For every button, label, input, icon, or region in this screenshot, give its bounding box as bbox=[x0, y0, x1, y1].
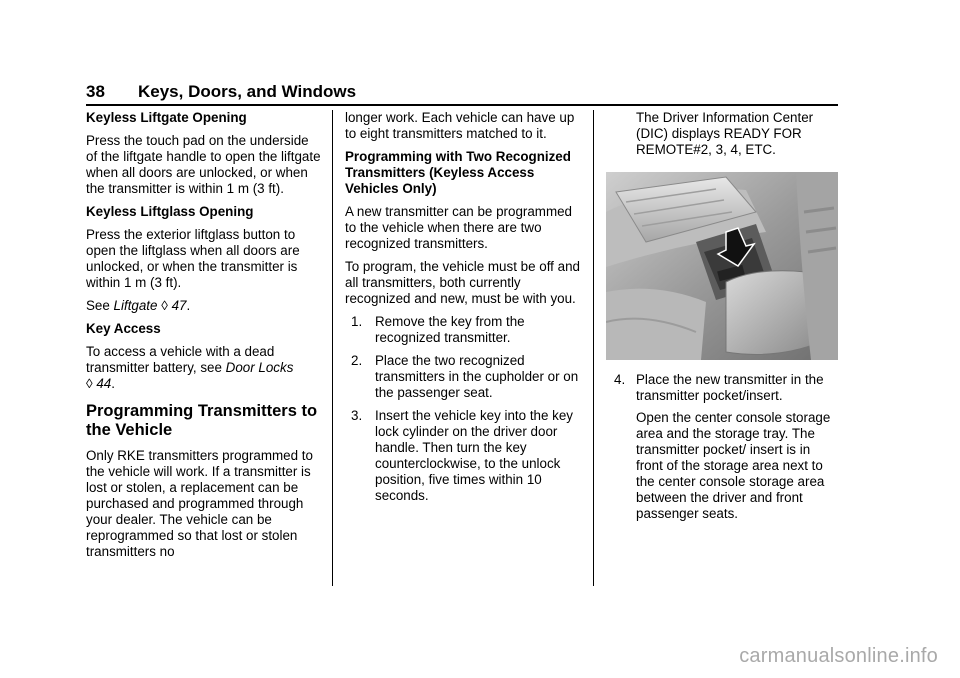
paragraph-liftglass: Press the exterior liftglass button to open the liftglass when all doors are unlocked, or when the transmitter is within 1 m (3 ft). bbox=[86, 227, 300, 290]
column-3 bbox=[606, 110, 840, 529]
step-number: 2. bbox=[351, 353, 363, 368]
liftgate-page-link[interactable]: 47 bbox=[171, 298, 187, 313]
step-text: Place the two recognized transmitters in the cupholder or on the passenger seat. bbox=[375, 353, 579, 400]
paragraph-new-transmitter: A new transmitter can be programmed to the vehicle when there are two recognized transmitters. bbox=[345, 204, 572, 251]
key-access-text: To access a vehicle with a dead transmitter battery, see bbox=[86, 344, 275, 375]
list-item-step-4 bbox=[606, 372, 840, 404]
paragraph-to-program: To program, the vehicle must be off and all transmitters, both currently recognized and new, must be with you. bbox=[345, 259, 580, 306]
watermark: carmanualsonline.info bbox=[739, 645, 938, 667]
paragraph-continued: longer work. Each vehicle can have up to eight transmitters matched to it. bbox=[345, 110, 575, 141]
step-text: Remove the key from the recognized transmitter. bbox=[375, 314, 525, 345]
column-1 bbox=[86, 110, 322, 567]
list-item bbox=[345, 408, 583, 504]
step-number: 1. bbox=[351, 314, 363, 329]
heading-keyless-liftglass: Keyless Liftglass Opening bbox=[86, 204, 254, 219]
list-item bbox=[345, 353, 583, 401]
column-2 bbox=[345, 110, 583, 511]
heading-keyless-liftgate: Keyless Liftgate Opening bbox=[86, 110, 247, 125]
paragraph-console: Open the center console storage area and the storage tray. The transmitter pocket/ insert is in front of the storage area next to the center console storage area between the driver and front passenger seats. bbox=[636, 410, 831, 521]
paragraph-programming: Only RKE transmitters programmed to the vehicle will work. If a transmitter is lost or stolen, a replacement can be purchased and programmed through your dealer. The vehicle can be reprogrammed so that lost or stolen transmitters no bbox=[86, 448, 313, 559]
see-liftgate-reference: See Liftgate ◊ 47. bbox=[86, 298, 191, 313]
list-item bbox=[345, 314, 583, 346]
step-number: 4. bbox=[614, 372, 626, 387]
column-divider-1 bbox=[332, 110, 333, 586]
center-console-photo bbox=[606, 172, 838, 360]
paragraph-dic: The Driver Information Center (DIC) displays READY FOR REMOTE#2, 3, 4, ETC. bbox=[636, 110, 814, 157]
column-divider-2 bbox=[593, 110, 594, 586]
step-text: Insert the vehicle key into the key lock cylinder on the driver door handle. Then turn the key counterclockwise, to the unlock position, five times within 10 seconds. bbox=[375, 408, 573, 503]
heading-key-access: Key Access bbox=[86, 321, 161, 336]
chapter-title: Keys, Doors, and Windows bbox=[138, 82, 357, 101]
page-header bbox=[86, 82, 838, 106]
heading-programming-transmitters: Programming Transmitters to the Vehicle bbox=[86, 402, 318, 439]
step-text: Place the new transmitter in the transmitter pocket/insert. bbox=[636, 372, 824, 403]
xref-icon: ◊ bbox=[86, 376, 93, 391]
liftgate-link[interactable]: Liftgate bbox=[113, 298, 158, 313]
heading-two-recognized: Programming with Two Recognized Transmitters (Keyless Access Vehicles Only) bbox=[345, 149, 571, 196]
paragraph-liftgate: Press the touch pad on the underside of the liftgate handle to open the liftgate when all doors are unlocked, or when the transmitter is within 1 m (3 ft). bbox=[86, 133, 321, 196]
door-locks-page-link[interactable]: 44 bbox=[96, 376, 112, 391]
paragraph-key-access: To access a vehicle with a dead transmitter battery, see Door Locks ◊ 44. bbox=[86, 344, 294, 391]
steps-list bbox=[345, 314, 583, 504]
see-prefix: See bbox=[86, 298, 114, 313]
page-number: 38 bbox=[86, 82, 105, 101]
door-locks-link[interactable]: Door Locks bbox=[225, 360, 294, 375]
step-number: 3. bbox=[351, 408, 363, 423]
xref-icon: ◊ bbox=[161, 298, 168, 313]
